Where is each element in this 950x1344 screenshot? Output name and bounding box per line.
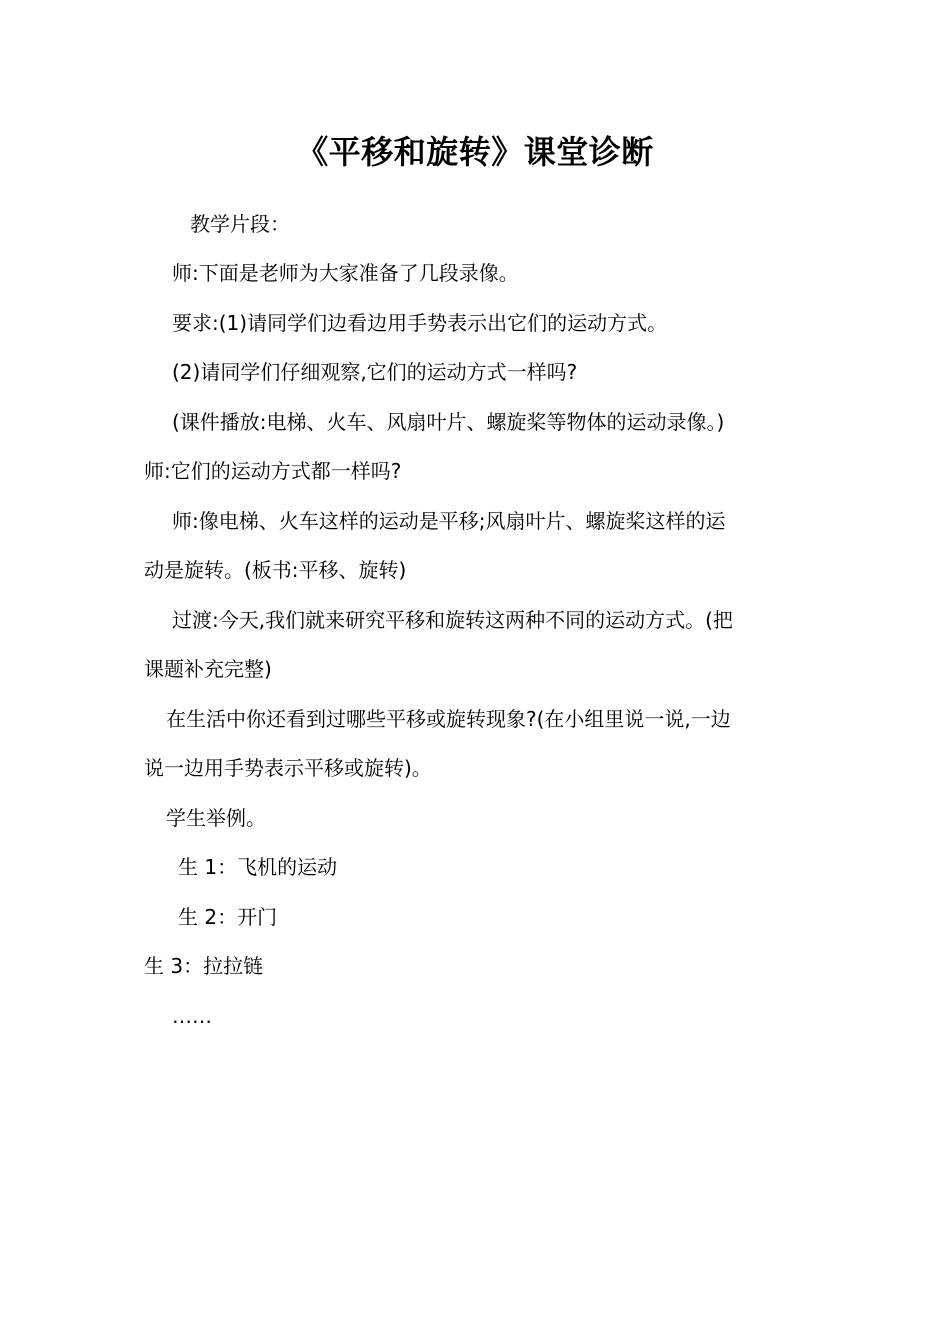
document-title: 《平移和旋转》课堂诊断 [296, 133, 654, 171]
paragraph-courseware-playback: (课件播放:电梯、火车、风扇叶片、螺旋桨等物体的运动录像。) [172, 410, 725, 434]
paragraph-transition-line-1: 过渡:今天,我们就来研究平移和旋转这两种不同的运动方式。(把 [172, 608, 733, 632]
paragraph-student-3: 生 3：拉拉链 [144, 954, 264, 978]
paragraph-teacher-question: 师:它们的运动方式都一样吗? [144, 459, 402, 483]
paragraph-teacher-explanation-line-2: 动是旋转。(板书:平移、旋转) [144, 558, 407, 582]
paragraph-requirement-2: (2)请同学们仔细观察,它们的运动方式一样吗? [172, 360, 578, 384]
paragraph-life-examples-line-2: 说一边用手势表示平移或旋转)。 [144, 756, 432, 780]
paragraph-ellipsis: …… [172, 1004, 212, 1028]
paragraph-teacher-explanation-line-1: 师:像电梯、火车这样的运动是平移;风扇叶片、螺旋桨这样的运 [172, 509, 726, 533]
paragraph-student-1: 生 1：飞机的运动 [178, 855, 338, 879]
paragraph-life-examples-line-1: 在生活中你还看到过哪些平移或旋转现象?(在小组里说一说,一边 [166, 707, 731, 731]
paragraph-requirement-1: 要求:(1)请同学们边看边用手势表示出它们的运动方式。 [172, 311, 668, 335]
paragraph-student-2: 生 2：开门 [178, 905, 278, 929]
paragraph-transition-line-2: 课题补充完整) [144, 657, 272, 681]
paragraph-student-examples: 学生举例。 [166, 806, 266, 830]
paragraph-teacher-intro: 师:下面是老师为大家准备了几段录像。 [172, 261, 519, 285]
paragraph-teaching-segment-label: 教学片段： [190, 212, 290, 236]
